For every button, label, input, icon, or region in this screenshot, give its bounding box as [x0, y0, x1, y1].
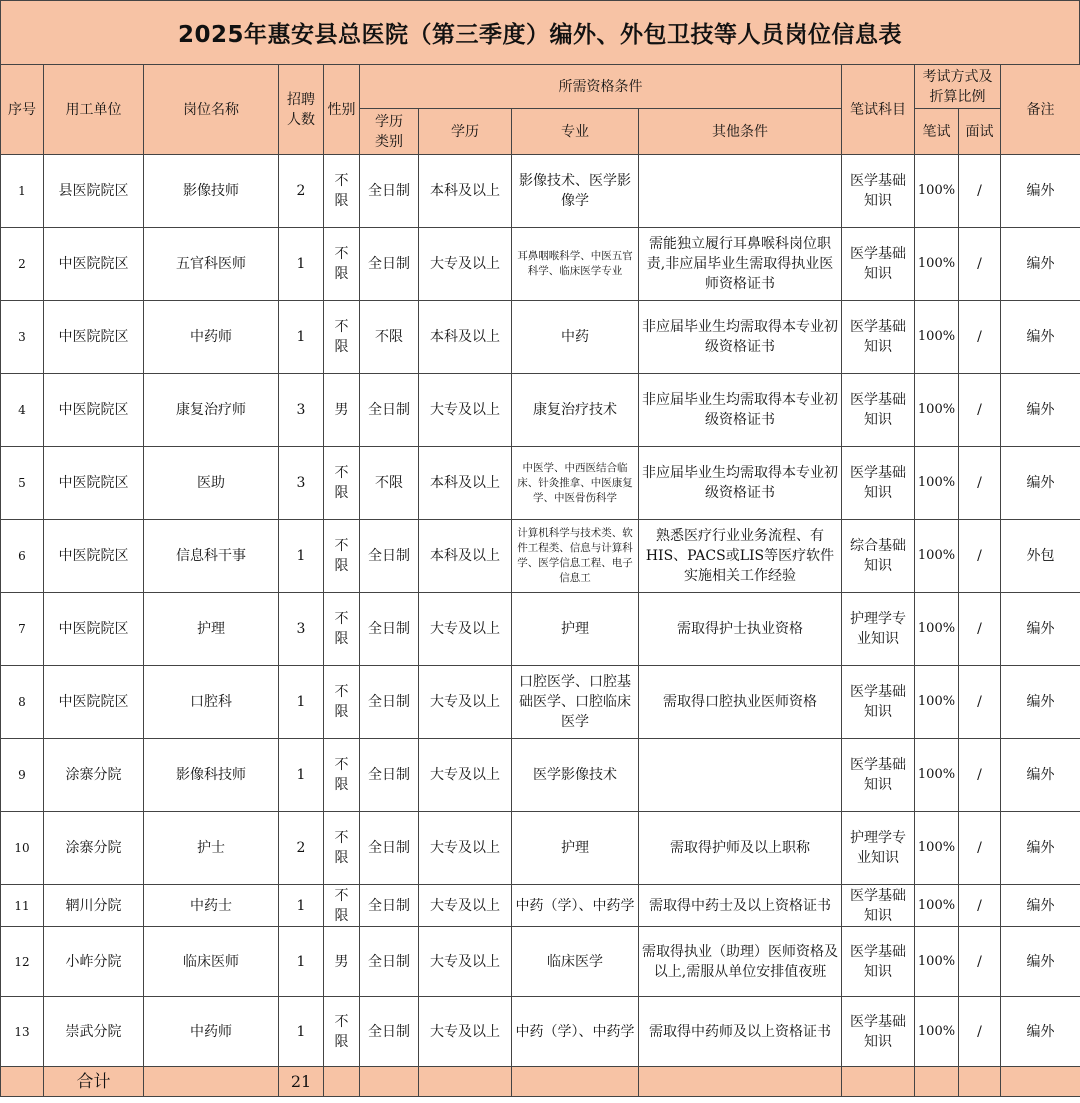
- row-other: 需能独立履行耳鼻喉科岗位职责,非应届毕业生需取得执业医师资格证书: [639, 228, 842, 301]
- row-count: 1: [279, 666, 324, 739]
- row-position: 临床医师: [144, 927, 279, 997]
- row-gender: 男: [324, 927, 360, 997]
- table-row: [1, 155, 1080, 228]
- row-major: 计算机科学与技术类、软件工程类、信息与计算科学、医学信息工程、电子信息工: [512, 520, 639, 593]
- row-edu-type: 全日制: [360, 812, 419, 885]
- row-written: 100%: [915, 666, 959, 739]
- row-major: 医学影像技术: [512, 739, 639, 812]
- total-empty-cell: [144, 1067, 279, 1097]
- row-edu: 大专及以上: [419, 593, 512, 666]
- header-interview: 面试: [959, 109, 1001, 155]
- row-written: 100%: [915, 927, 959, 997]
- header-major: 专业: [512, 109, 639, 155]
- row-other: 需取得护师及以上职称: [639, 812, 842, 885]
- row-other: 非应届毕业生均需取得本专业初级资格证书: [639, 374, 842, 447]
- row-subject: 护理学专业知识: [842, 593, 915, 666]
- row-written: 100%: [915, 155, 959, 228]
- row-unit: 县医院院区: [44, 155, 144, 228]
- header-edu-type: 学历类别: [360, 109, 419, 155]
- row-count: 3: [279, 593, 324, 666]
- row-edu: 本科及以上: [419, 155, 512, 228]
- row-major: 中药（学）、中药学: [512, 885, 639, 927]
- row-gender: 不限: [324, 301, 360, 374]
- table-row: [1, 301, 1080, 374]
- row-edu: 大专及以上: [419, 885, 512, 927]
- row-seq: 4: [1, 374, 44, 447]
- row-gender: 不限: [324, 155, 360, 228]
- row-remark: 编外: [1001, 812, 1080, 885]
- row-edu: 大专及以上: [419, 927, 512, 997]
- row-subject: 医学基础知识: [842, 927, 915, 997]
- row-subject: 医学基础知识: [842, 374, 915, 447]
- row-count: 3: [279, 374, 324, 447]
- row-major: 护理: [512, 812, 639, 885]
- table-row: [1, 228, 1080, 301]
- page-title: 2025年惠安县总医院（第三季度）编外、外包卫技等人员岗位信息表: [0, 0, 1080, 64]
- total-label: 合计: [44, 1067, 144, 1097]
- row-seq: 6: [1, 520, 44, 593]
- total-empty-cell: [639, 1067, 842, 1097]
- row-other: [639, 739, 842, 812]
- table-row: [1, 447, 1080, 520]
- row-unit: 中医院院区: [44, 447, 144, 520]
- row-other: [639, 155, 842, 228]
- row-count: 1: [279, 885, 324, 927]
- total-empty-cell: [324, 1067, 360, 1097]
- table-row: [1, 812, 1080, 885]
- header-seq: 序号: [1, 65, 44, 155]
- header-exam-method: 考试方式及折算比例: [915, 65, 1001, 109]
- row-unit: 中医院院区: [44, 520, 144, 593]
- row-seq: 1: [1, 155, 44, 228]
- table-row: [1, 885, 1080, 927]
- row-gender: 不限: [324, 739, 360, 812]
- row-position: 中药师: [144, 301, 279, 374]
- row-seq: 7: [1, 593, 44, 666]
- row-unit: 辋川分院: [44, 885, 144, 927]
- row-seq: 13: [1, 997, 44, 1067]
- row-interview: /: [959, 593, 1001, 666]
- row-seq: 9: [1, 739, 44, 812]
- row-written: 100%: [915, 447, 959, 520]
- header-count: 招聘人数: [279, 65, 324, 155]
- row-subject: 医学基础知识: [842, 447, 915, 520]
- row-position: 护士: [144, 812, 279, 885]
- row-other: 需取得中药士及以上资格证书: [639, 885, 842, 927]
- row-count: 1: [279, 739, 324, 812]
- row-edu: 本科及以上: [419, 520, 512, 593]
- row-major: 中药（学）、中药学: [512, 997, 639, 1067]
- row-position: 信息科干事: [144, 520, 279, 593]
- row-other: 需取得中药师及以上资格证书: [639, 997, 842, 1067]
- total-empty-cell: [419, 1067, 512, 1097]
- row-interview: /: [959, 739, 1001, 812]
- row-written: 100%: [915, 228, 959, 301]
- row-edu: 大专及以上: [419, 997, 512, 1067]
- row-seq: 11: [1, 885, 44, 927]
- header-subject: 笔试科目: [842, 65, 915, 155]
- row-remark: 编外: [1001, 666, 1080, 739]
- row-written: 100%: [915, 374, 959, 447]
- table-row: [1, 520, 1080, 593]
- row-unit: 中医院院区: [44, 593, 144, 666]
- row-gender: 不限: [324, 812, 360, 885]
- row-unit: 中医院院区: [44, 228, 144, 301]
- row-other: 熟悉医疗行业业务流程、有HIS、PACS或LIS等医疗软件实施相关工作经验: [639, 520, 842, 593]
- row-written: 100%: [915, 301, 959, 374]
- row-count: 1: [279, 301, 324, 374]
- total-empty-cell: [1, 1067, 44, 1097]
- row-gender: 不限: [324, 228, 360, 301]
- row-position: 影像技师: [144, 155, 279, 228]
- table-body: [1, 155, 1080, 1097]
- total-value: 21: [279, 1067, 324, 1097]
- row-edu-type: 不限: [360, 301, 419, 374]
- row-edu: 大专及以上: [419, 812, 512, 885]
- table-row: [1, 739, 1080, 812]
- total-empty-cell: [842, 1067, 915, 1097]
- row-written: 100%: [915, 885, 959, 927]
- total-empty-cell: [360, 1067, 419, 1097]
- table-row: [1, 666, 1080, 739]
- row-remark: 编外: [1001, 885, 1080, 927]
- row-major: 康复治疗技术: [512, 374, 639, 447]
- row-written: 100%: [915, 520, 959, 593]
- row-other: 需取得执业（助理）医师资格及以上,需服从单位安排值夜班: [639, 927, 842, 997]
- row-edu-type: 全日制: [360, 666, 419, 739]
- table-row: [1, 593, 1080, 666]
- row-written: 100%: [915, 812, 959, 885]
- row-subject: 医学基础知识: [842, 155, 915, 228]
- row-gender: 不限: [324, 997, 360, 1067]
- row-remark: 编外: [1001, 927, 1080, 997]
- row-major: 耳鼻咽喉科学、中医五官科学、临床医学专业: [512, 228, 639, 301]
- header-remark: 备注: [1001, 65, 1080, 155]
- row-interview: /: [959, 155, 1001, 228]
- row-interview: /: [959, 447, 1001, 520]
- row-edu-type: 全日制: [360, 520, 419, 593]
- row-major: 中医学、中西医结合临床、针灸推拿、中医康复学、中医骨伤科学: [512, 447, 639, 520]
- total-empty-cell: [959, 1067, 1001, 1097]
- row-written: 100%: [915, 997, 959, 1067]
- row-seq: 2: [1, 228, 44, 301]
- row-unit: 崇武分院: [44, 997, 144, 1067]
- row-gender: 不限: [324, 666, 360, 739]
- row-unit: 涂寨分院: [44, 812, 144, 885]
- row-gender: 不限: [324, 593, 360, 666]
- row-remark: 编外: [1001, 155, 1080, 228]
- row-interview: /: [959, 228, 1001, 301]
- row-interview: /: [959, 666, 1001, 739]
- row-edu: 大专及以上: [419, 228, 512, 301]
- row-count: 1: [279, 228, 324, 301]
- row-subject: 医学基础知识: [842, 997, 915, 1067]
- row-position: 五官科医师: [144, 228, 279, 301]
- total-empty-cell: [512, 1067, 639, 1097]
- row-edu-type: 不限: [360, 447, 419, 520]
- row-major: 中药: [512, 301, 639, 374]
- table-row: [1, 927, 1080, 997]
- row-remark: 编外: [1001, 374, 1080, 447]
- row-other: 非应届毕业生均需取得本专业初级资格证书: [639, 301, 842, 374]
- table-row: [1, 374, 1080, 447]
- row-major: 护理: [512, 593, 639, 666]
- row-subject: 医学基础知识: [842, 301, 915, 374]
- row-position: 中药士: [144, 885, 279, 927]
- row-gender: 男: [324, 374, 360, 447]
- header-other: 其他条件: [639, 109, 842, 155]
- row-major: 口腔医学、口腔基础医学、口腔临床医学: [512, 666, 639, 739]
- row-subject: 护理学专业知识: [842, 812, 915, 885]
- row-subject: 医学基础知识: [842, 228, 915, 301]
- row-interview: /: [959, 374, 1001, 447]
- row-position: 护理: [144, 593, 279, 666]
- row-edu-type: 全日制: [360, 927, 419, 997]
- total-empty-cell: [1001, 1067, 1080, 1097]
- row-count: 3: [279, 447, 324, 520]
- row-major: 影像技术、医学影像学: [512, 155, 639, 228]
- row-interview: /: [959, 520, 1001, 593]
- row-subject: 医学基础知识: [842, 885, 915, 927]
- row-other: 非应届毕业生均需取得本专业初级资格证书: [639, 447, 842, 520]
- row-gender: 不限: [324, 885, 360, 927]
- row-count: 1: [279, 520, 324, 593]
- row-subject: 医学基础知识: [842, 739, 915, 812]
- row-edu-type: 全日制: [360, 228, 419, 301]
- row-remark: 编外: [1001, 739, 1080, 812]
- header-position: 岗位名称: [144, 65, 279, 155]
- header-gender: 性别: [324, 65, 360, 155]
- row-edu-type: 全日制: [360, 885, 419, 927]
- table-row: [1, 997, 1080, 1067]
- row-interview: /: [959, 812, 1001, 885]
- row-count: 1: [279, 997, 324, 1067]
- row-unit: 中医院院区: [44, 301, 144, 374]
- row-position: 口腔科: [144, 666, 279, 739]
- row-edu: 大专及以上: [419, 374, 512, 447]
- row-edu-type: 全日制: [360, 593, 419, 666]
- row-edu-type: 全日制: [360, 155, 419, 228]
- row-count: 2: [279, 812, 324, 885]
- row-count: 2: [279, 155, 324, 228]
- row-other: 需取得口腔执业医师资格: [639, 666, 842, 739]
- row-interview: /: [959, 885, 1001, 927]
- row-edu: 本科及以上: [419, 447, 512, 520]
- row-edu-type: 全日制: [360, 374, 419, 447]
- row-edu: 大专及以上: [419, 666, 512, 739]
- row-seq: 5: [1, 447, 44, 520]
- header-written: 笔试: [915, 109, 959, 155]
- row-remark: 编外: [1001, 301, 1080, 374]
- row-edu: 本科及以上: [419, 301, 512, 374]
- header-edu: 学历: [419, 109, 512, 155]
- row-remark: 编外: [1001, 447, 1080, 520]
- row-edu-type: 全日制: [360, 739, 419, 812]
- row-written: 100%: [915, 593, 959, 666]
- row-interview: /: [959, 301, 1001, 374]
- row-subject: 综合基础知识: [842, 520, 915, 593]
- row-other: 需取得护士执业资格: [639, 593, 842, 666]
- row-gender: 不限: [324, 447, 360, 520]
- row-major: 临床医学: [512, 927, 639, 997]
- row-written: 100%: [915, 739, 959, 812]
- row-remark: 编外: [1001, 593, 1080, 666]
- row-edu-type: 全日制: [360, 997, 419, 1067]
- row-edu: 大专及以上: [419, 739, 512, 812]
- row-position: 影像科技师: [144, 739, 279, 812]
- header-unit: 用工单位: [44, 65, 144, 155]
- row-gender: 不限: [324, 520, 360, 593]
- row-position: 康复治疗师: [144, 374, 279, 447]
- positions-table: [0, 64, 1080, 1097]
- header-qualifications: 所需资格条件: [360, 65, 842, 109]
- row-seq: 10: [1, 812, 44, 885]
- row-seq: 3: [1, 301, 44, 374]
- row-interview: /: [959, 927, 1001, 997]
- row-interview: /: [959, 997, 1001, 1067]
- row-remark: 编外: [1001, 997, 1080, 1067]
- row-seq: 12: [1, 927, 44, 997]
- row-unit: 中医院院区: [44, 374, 144, 447]
- row-subject: 医学基础知识: [842, 666, 915, 739]
- total-row: [1, 1067, 1080, 1097]
- row-seq: 8: [1, 666, 44, 739]
- row-position: 中药师: [144, 997, 279, 1067]
- row-unit: 中医院院区: [44, 666, 144, 739]
- row-unit: 涂寨分院: [44, 739, 144, 812]
- total-empty-cell: [915, 1067, 959, 1097]
- row-remark: 外包: [1001, 520, 1080, 593]
- row-count: 1: [279, 927, 324, 997]
- row-remark: 编外: [1001, 228, 1080, 301]
- row-position: 医助: [144, 447, 279, 520]
- row-unit: 小岞分院: [44, 927, 144, 997]
